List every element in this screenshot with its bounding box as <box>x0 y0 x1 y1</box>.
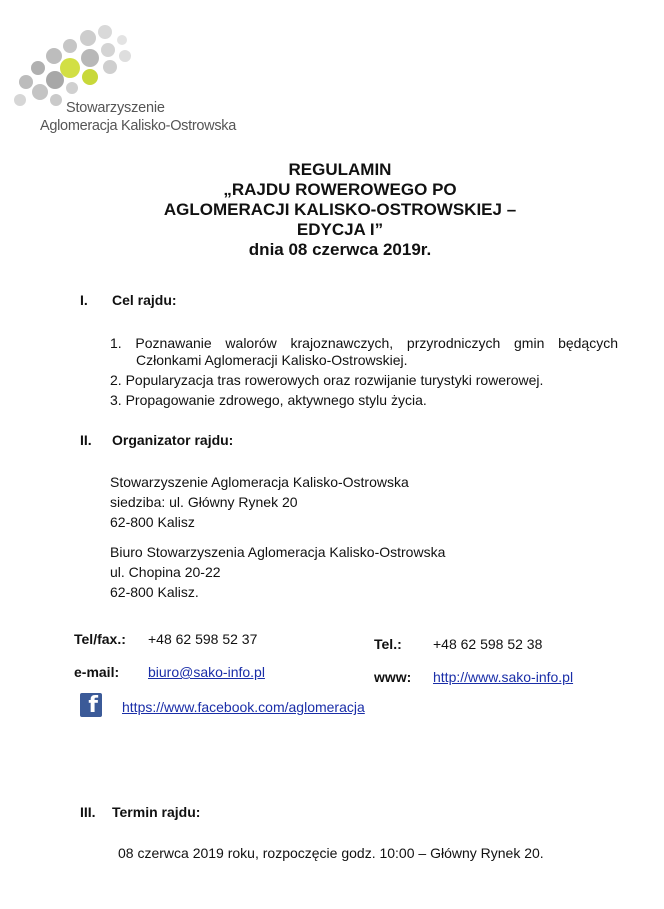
list-item-text-continued: Członkami Aglomeracji Kalisko-Ostrowskiej. <box>136 352 408 368</box>
section-title: Termin rajdu: <box>112 804 201 820</box>
list-item <box>110 334 618 352</box>
address-line: Biuro Stowarzyszenia Aglomeracja Kalisko-Ostrowska <box>110 544 446 560</box>
telfax-value: +48 62 598 52 37 <box>148 631 258 647</box>
organization-logo <box>10 22 236 137</box>
list-item-number: 3. <box>110 392 122 408</box>
title-line: AGLOMERACJI KALISKO-OSTROWSKIEJ – <box>163 200 517 219</box>
list-item-text: Propagowanie zdrowego, aktywnego stylu życia. <box>125 392 427 408</box>
list-item-number: 1. <box>110 335 122 351</box>
list-item-text: Poznawanie walorów krajoznawczych, przyrodniczych gmin będących <box>135 335 619 351</box>
telfax-label: Tel/fax.: <box>74 631 126 647</box>
logo-text-line2: Aglomeracja Kalisko-Ostrowska <box>40 118 236 134</box>
address-line: 62-800 Kalisz. <box>110 584 199 600</box>
email-link[interactable]: biuro@sako-info.pl <box>148 664 265 680</box>
list-item <box>110 372 543 388</box>
website-link[interactable]: http://www.sako-info.pl <box>433 669 574 685</box>
logo-text-line1: Stowarzyszenie <box>66 100 165 116</box>
title-line: „RAJDU ROWEROWEGO PO <box>223 180 457 199</box>
address-line: 62-800 Kalisz <box>110 514 195 530</box>
list-item-text: Popularyzacja tras rowerowych oraz rozwijanie turystyki rowerowej. <box>125 372 544 388</box>
section-number: III. <box>80 804 96 820</box>
address-line: siedziba: ul. Główny Rynek 20 <box>110 494 298 510</box>
section-number: I. <box>80 292 88 308</box>
facebook-link[interactable]: https://www.facebook.com/aglomeracja <box>122 699 365 715</box>
document-title <box>150 160 530 260</box>
www-label: www: <box>374 669 412 685</box>
event-date-text: 08 czerwca 2019 roku, rozpoczęcie godz. 10:00 – Główny Rynek 20. <box>118 845 544 861</box>
tel-label: Tel.: <box>374 636 402 652</box>
title-line: REGULAMIN <box>288 160 392 179</box>
address-line: Stowarzyszenie Aglomeracja Kalisko-Ostrowska <box>110 474 409 490</box>
email-label: e-mail: <box>74 664 120 680</box>
section-title: Organizator rajdu: <box>112 432 234 448</box>
section-title: Cel rajdu: <box>112 292 177 308</box>
title-line: EDYCJA I” <box>296 220 384 239</box>
address-line: ul. Chopina 20-22 <box>110 564 221 580</box>
facebook-icon[interactable]: f <box>80 693 102 717</box>
list-item <box>110 392 427 408</box>
tel-value: +48 62 598 52 38 <box>433 636 543 652</box>
title-date: dnia 08 czerwca 2019r. <box>248 240 432 259</box>
section-number: II. <box>80 432 92 448</box>
list-item-number: 2. <box>110 372 122 388</box>
